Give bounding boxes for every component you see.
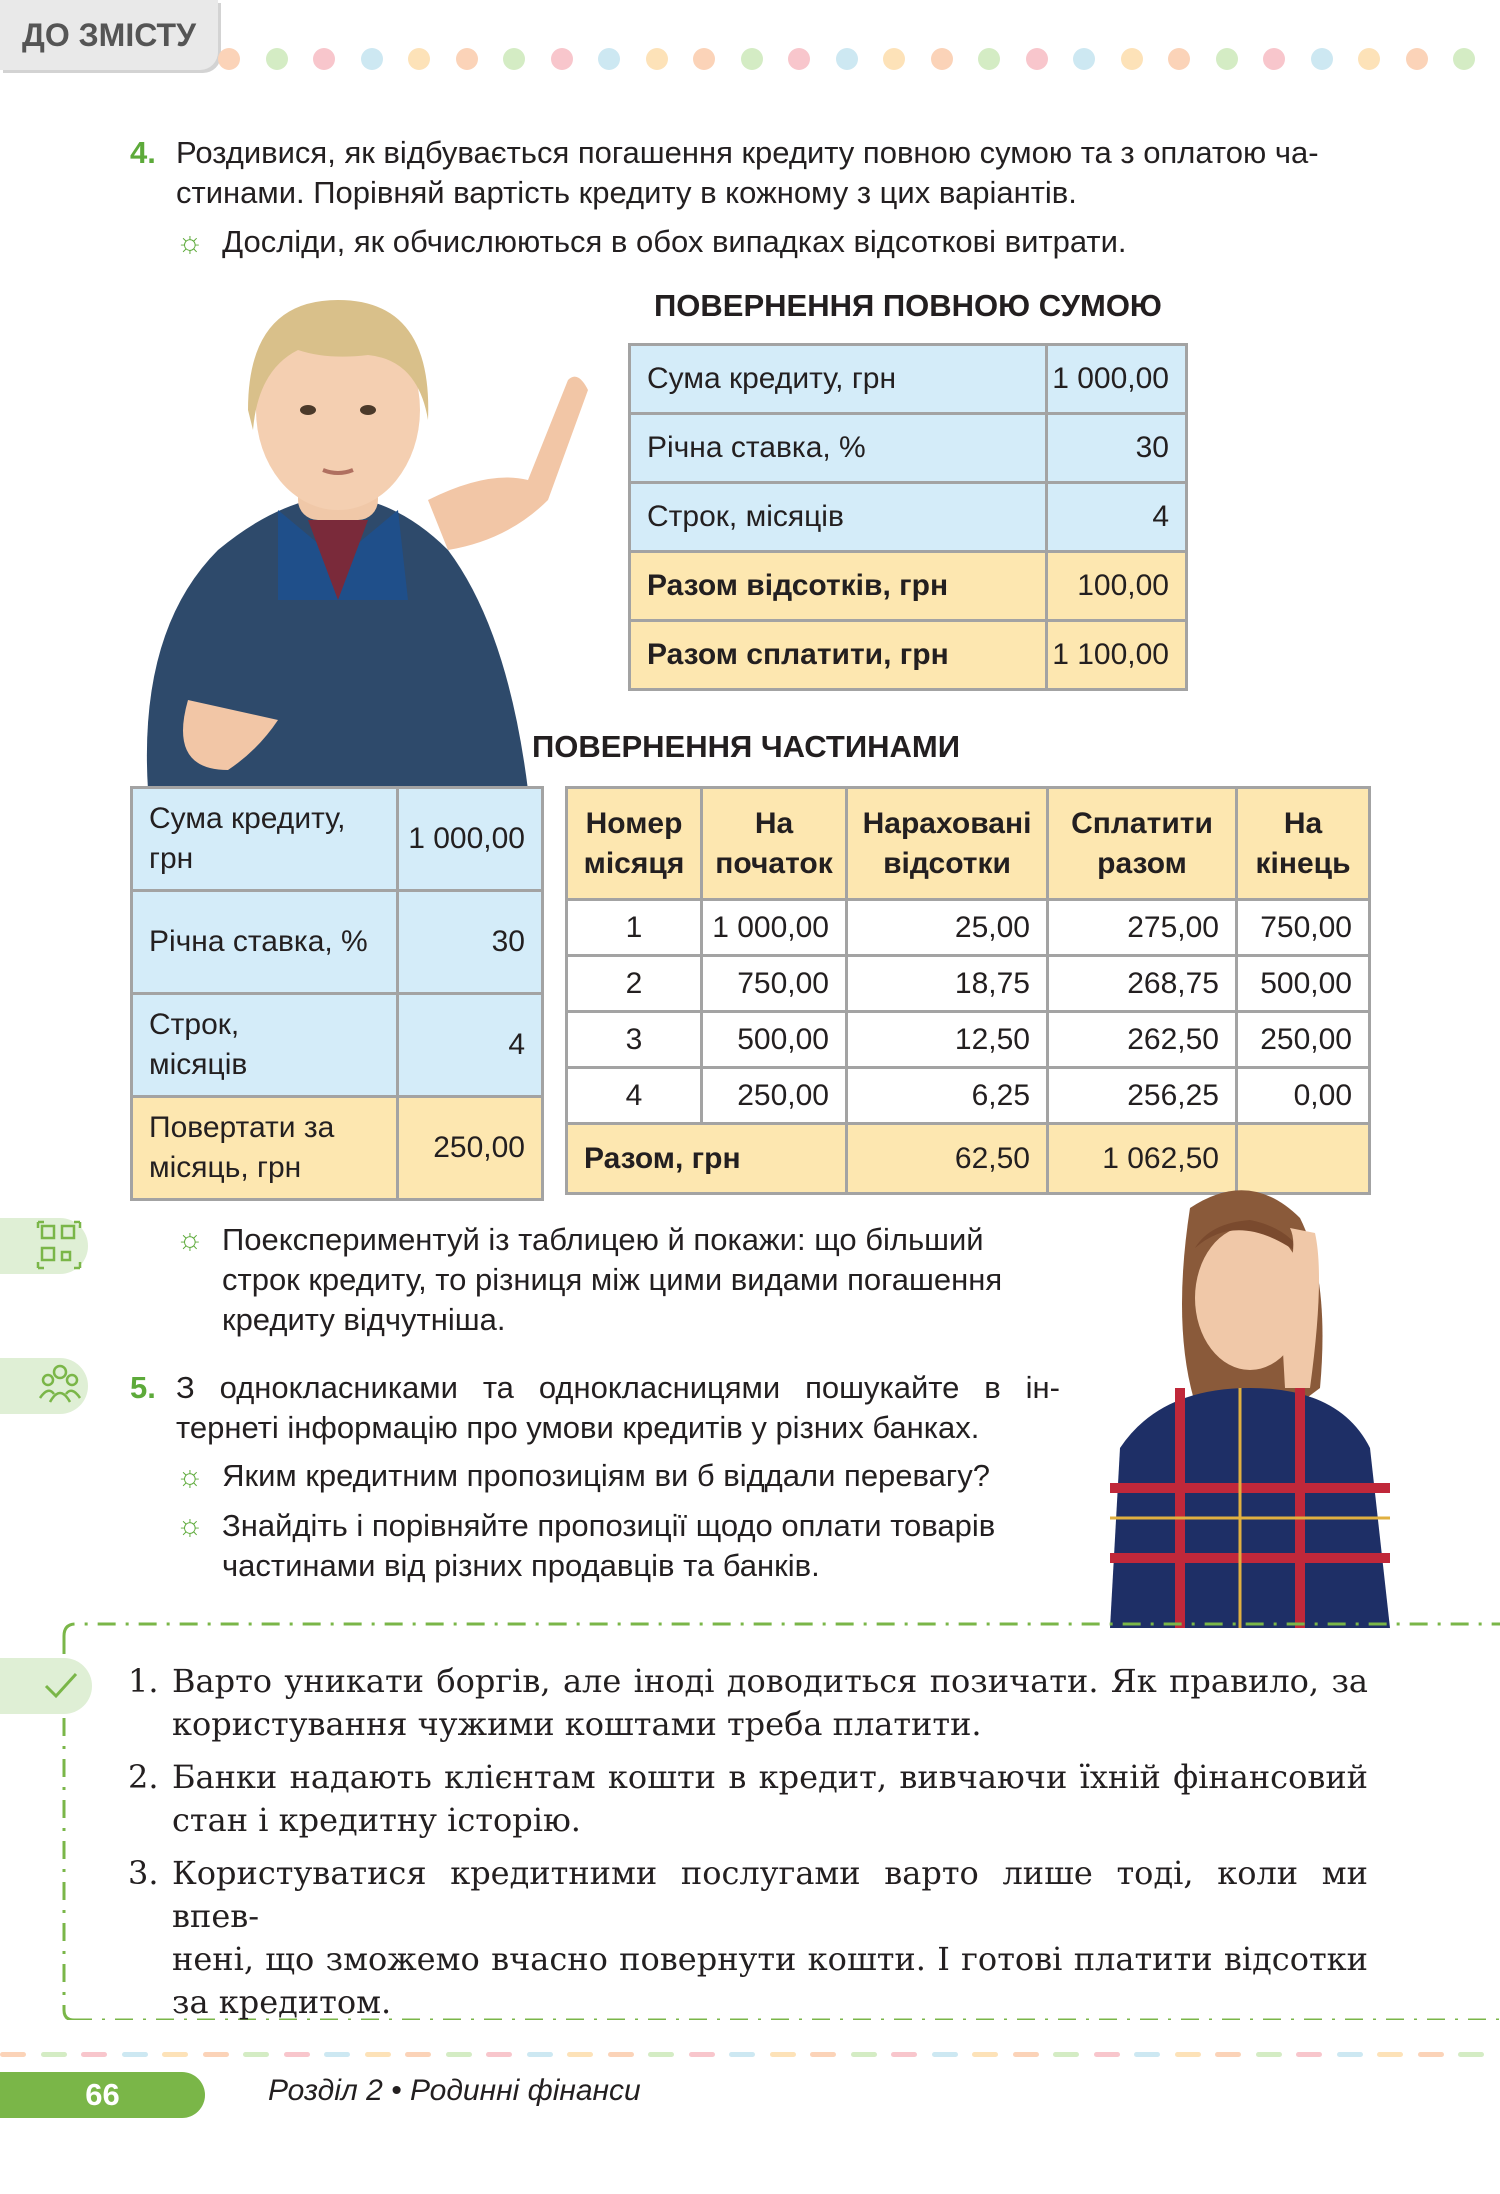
toc-button[interactable]: ДО ЗМІСТУ [0,0,218,70]
decorative-dash [1458,2052,1484,2057]
total-paid: 1 062,50 [1048,1124,1237,1194]
row-value: 100,00 [1047,552,1187,621]
cell: 500,00 [702,1012,847,1068]
decorative-dash [405,2052,431,2057]
decorative-dash [891,2052,917,2057]
bullet-text-line: Знайдіть і порівняйте пропозиції щодо оплати товарів [222,1508,996,1543]
table-header-row [567,788,1370,900]
decorative-dash [1094,2052,1120,2057]
column-header: На початок [702,788,847,900]
decorative-dash [1215,2052,1241,2057]
summary-item [128,1756,1368,1842]
task-text-line: тернеті інформацію про умови кредитів у різних банках. [176,1410,980,1445]
group-work-tab[interactable] [0,1358,88,1414]
decorative-dot [788,48,810,70]
column-header: Сплатити разом [1048,788,1237,900]
summary-number: 3. [128,1854,159,1892]
sun-bullet-icon: ☼ [176,1509,204,1542]
task-5-bullet [176,1506,1096,1586]
summary-line: за кредитом. [172,1983,392,2021]
decorative-dash [932,2052,958,2057]
decorative-dot [1168,48,1190,70]
task-text-line: Роздивися, як відбувається погашення кредиту повною сумою та з оплатою ча- [176,135,1319,170]
checkmark-icon [0,1658,92,1714]
installment-schedule-table [565,786,1371,1195]
girl-photo [1100,1188,1390,1628]
total-label: Разом, грн [567,1124,847,1194]
cell: 25,00 [847,900,1048,956]
decorative-dot [1358,48,1380,70]
row-label: Строк, місяців [132,994,398,1097]
summary-line: користування чужими коштами треба платити. [172,1705,982,1743]
summary-item [128,1660,1368,1746]
cell: 250,00 [1237,1012,1370,1068]
bullet-text-line: частинами від різних продавців та банків. [222,1548,820,1583]
task-text-line: З однокласниками та однокласницями пошукайте в ін- [176,1370,1060,1405]
cell: 750,00 [1237,900,1370,956]
table-row [132,788,543,891]
cell: 250,00 [702,1068,847,1124]
decorative-dash [1134,2052,1160,2057]
sun-bullet-icon: ☼ [176,1223,204,1256]
decorative-dash [689,2052,715,2057]
qr-code-tab[interactable] [0,1218,88,1274]
decorative-dot [1216,48,1238,70]
experiment-bullet [176,1220,1096,1340]
cell: 4 [567,1068,702,1124]
column-header: Номер місяця [567,788,702,900]
decorative-dash [1053,2052,1079,2057]
table-row [132,1097,543,1200]
group-work-icon [0,1358,88,1414]
decorative-dot [503,48,525,70]
table-row [567,1012,1370,1068]
decorative-dot [741,48,763,70]
row-label: Сума кредиту, грн [630,345,1047,414]
row-label: Річна ставка, % [630,414,1047,483]
bullet-text: Яким кредитним пропозиціям ви б віддали перевагу? [222,1458,990,1493]
decorative-dot [313,48,335,70]
cell: 3 [567,1012,702,1068]
decorative-dash [851,2052,877,2057]
table-title: ПОВЕРНЕННЯ ЧАСТИНАМИ [532,729,960,764]
summary-line: Банки надають клієнтам кошти в кредит, вивчаючи їхній фінансовий [172,1758,1368,1796]
cell: 2 [567,956,702,1012]
table-row [132,994,543,1097]
decorative-dot [598,48,620,70]
decorative-dot [1406,48,1428,70]
decorative-dash [203,2052,229,2057]
decorative-dash [486,2052,512,2057]
bullet-text-line: строк кредиту, то різниця між цими видами погашення [222,1262,1003,1297]
decorative-dot [836,48,858,70]
row-value: 4 [398,994,543,1097]
table-row [630,414,1187,483]
decorative-dot [1263,48,1285,70]
summary-line: нені, що зможемо вчасно повернути кошти. І готові платити відсотки [172,1940,1368,1978]
task-4-bullet [176,222,1376,263]
table-row [630,621,1187,690]
task-text-line: стинами. Порівняй вартість кредиту в кожному з цих варіантів. [176,175,1077,210]
decorative-dashes [0,2052,1500,2058]
row-value: 30 [1047,414,1187,483]
task-4 [130,133,1390,213]
decorative-dash [284,2052,310,2057]
decorative-dash [41,2052,67,2057]
cell: 268,75 [1048,956,1237,1012]
table-row [132,891,543,994]
decorative-dash [1377,2052,1403,2057]
row-value: 1 100,00 [1047,621,1187,690]
decorative-dash [527,2052,553,2057]
decorative-dash [648,2052,674,2057]
task-number: 4. [130,135,156,170]
task-5-bullet [176,1456,1076,1497]
decorative-dash [81,2052,107,2057]
cell: 1 [567,900,702,956]
decorative-dot [266,48,288,70]
decorative-dash [1256,2052,1282,2057]
table-row [630,483,1187,552]
table-row [567,956,1370,1012]
decorative-dash [1013,2052,1039,2057]
decorative-dash [567,2052,593,2057]
row-value: 30 [398,891,543,994]
cell: 275,00 [1048,900,1237,956]
sun-bullet-icon: ☼ [176,226,204,259]
decorative-dash [243,2052,269,2057]
summary-line: стан і кредитну історію. [172,1801,581,1839]
page-number: 66 [0,2072,205,2118]
decorative-dot [1453,48,1475,70]
row-value: 4 [1047,483,1187,552]
cell: 0,00 [1237,1068,1370,1124]
decorative-dot [1073,48,1095,70]
total-interest: 62,50 [847,1124,1048,1194]
decorative-dash [972,2052,998,2057]
decorative-dash [162,2052,188,2057]
boy-photo [128,300,588,790]
cell: 6,25 [847,1068,1048,1124]
bullet-text: Досліди, як обчислюються в обох випадках відсоткові витрати. [222,224,1127,259]
row-label: Разом сплатити, грн [630,621,1047,690]
decorative-dash [324,2052,350,2057]
decorative-dash [729,2052,755,2057]
decorative-dot [408,48,430,70]
decorative-dot [551,48,573,70]
decorative-dash [810,2052,836,2057]
table-row [630,345,1187,414]
bullet-text-line: Поекспериментуй із таблицею й покажи: що більший [222,1222,984,1257]
cell: 500,00 [1237,956,1370,1012]
summary-line: Користуватися кредитними послугами варто лише тоді, коли ми впев- [172,1854,1368,1935]
table-row [630,552,1187,621]
cell: 256,25 [1048,1068,1237,1124]
bullet-text-line: кредиту відчутніша. [222,1302,506,1337]
cell: 750,00 [702,956,847,1012]
decorative-dot [218,48,240,70]
table-row [567,1068,1370,1124]
decorative-dash [122,2052,148,2057]
decorative-dot [1121,48,1143,70]
row-label: Річна ставка, % [132,891,398,994]
row-label: Строк, місяців [630,483,1047,552]
decorative-dash [1418,2052,1444,2057]
decorative-dash [446,2052,472,2057]
cell: 18,75 [847,956,1048,1012]
decorative-dot [693,48,715,70]
decorative-dot [361,48,383,70]
task-number: 5. [130,1370,156,1405]
summary-item [128,1852,1368,2024]
installment-params-table [130,786,544,1201]
table-row [567,900,1370,956]
decorative-dot [456,48,478,70]
row-value: 1 000,00 [1047,345,1187,414]
column-header: Нараховані відсотки [847,788,1048,900]
table-title: ПОВЕРНЕННЯ ПОВНОЮ СУМОЮ [654,288,1162,323]
row-value: 250,00 [398,1097,543,1200]
checkmark-tab [0,1658,92,1714]
decorative-dot [1026,48,1048,70]
decorative-dot [1311,48,1333,70]
decorative-dash [1296,2052,1322,2057]
row-value: 1 000,00 [398,788,543,891]
cell: 12,50 [847,1012,1048,1068]
empty-cell [1237,1124,1370,1194]
row-label: Повертати за місяць, грн [132,1097,398,1200]
qr-code-icon [0,1218,88,1274]
summary-list [128,1660,1368,2024]
decorative-dash [365,2052,391,2057]
summary-number: 2. [128,1758,159,1796]
summary-line: Варто уникати боргів, але іноді доводиться позичати. Як правило, за [172,1662,1368,1700]
decorative-dash [608,2052,634,2057]
decorative-dash [1337,2052,1363,2057]
cell: 1 000,00 [702,900,847,956]
decorative-dot [978,48,1000,70]
task-5 [130,1368,1060,1448]
decorative-dot [883,48,905,70]
decorative-dash [770,2052,796,2057]
summary-number: 1. [128,1662,159,1700]
decorative-dots [218,48,1488,72]
sun-bullet-icon: ☼ [176,1460,204,1493]
section-title: Розділ 2 • Родинні фінанси [268,2074,641,2107]
row-label: Разом відсотків, грн [630,552,1047,621]
decorative-dash [0,2052,26,2057]
column-header: На кінець [1237,788,1370,900]
full-repayment-table [628,343,1188,691]
cell: 262,50 [1048,1012,1237,1068]
decorative-dot [646,48,668,70]
row-label: Сума кредиту, грн [132,788,398,891]
decorative-dash [1175,2052,1201,2057]
table-total-row [567,1124,1370,1194]
decorative-dot [931,48,953,70]
